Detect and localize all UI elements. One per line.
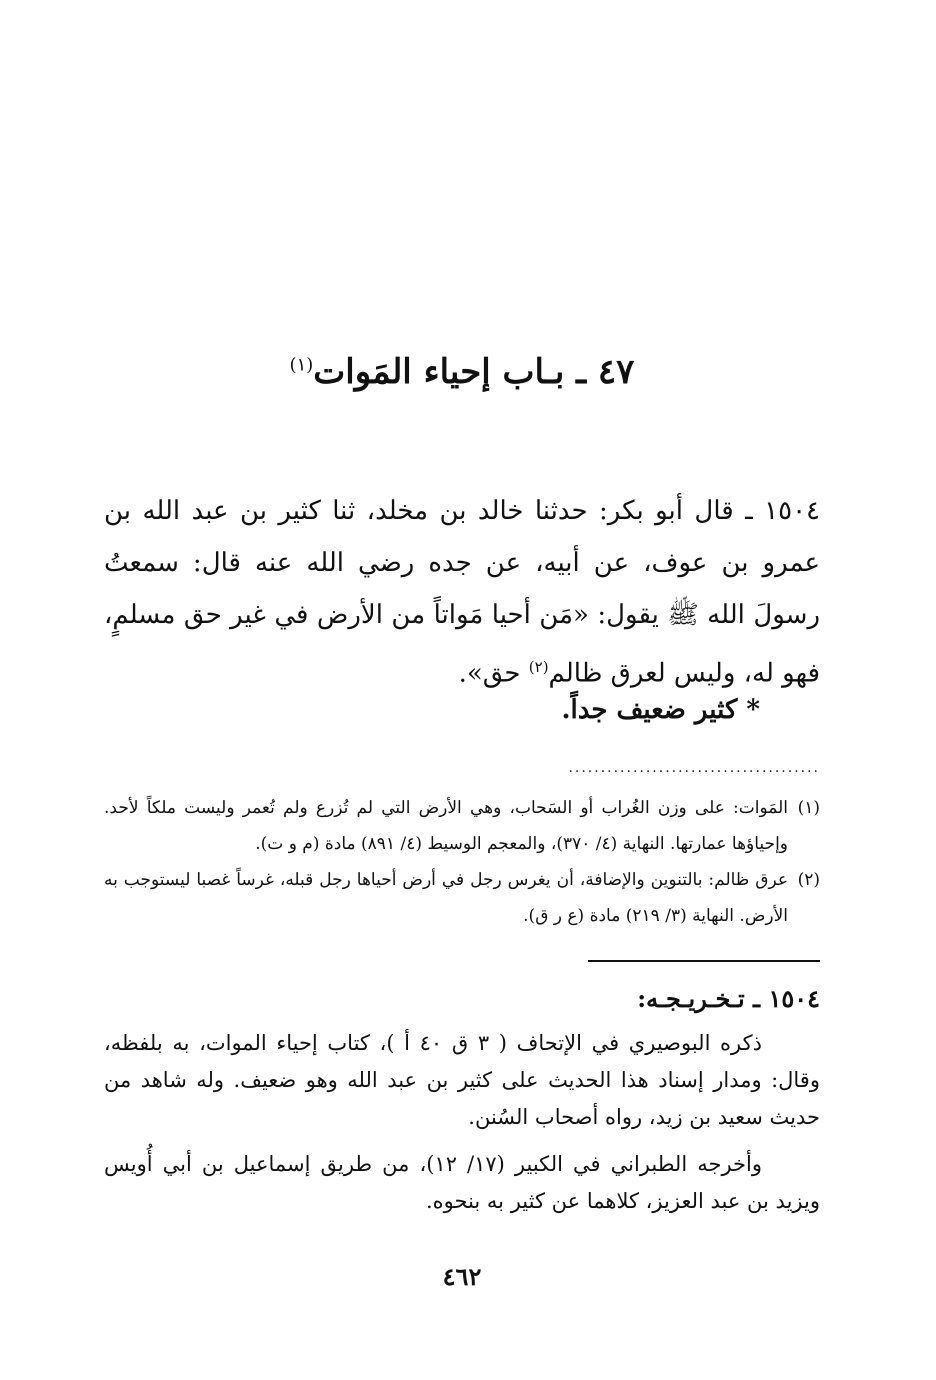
footnote-number: (٢) (797, 870, 820, 890)
book-page (104, 0, 820, 1380)
takhrij-paragraph: وأخرجه الطبراني في الكبير (١٧/ ١٢)، من طريق إسماعيل بن أبي أُويس ويزيد بن عبد العزيز، كلاهما عن كثير به بنحوه. (104, 1152, 820, 1213)
footnote-number: (١) (797, 798, 820, 818)
page-number: ٤٦٢ (442, 1262, 482, 1291)
hadith-text (104, 485, 820, 700)
footnote-separator: ....................................... (568, 760, 820, 776)
takhrij-body (104, 1025, 820, 1230)
section-divider (588, 960, 820, 962)
takhrij-paragraph: ذكره البوصيري في الإتحاف ( ٣ ق ٤٠ أ )، كتاب إحياء الموات، به بلفظه، وقال: ومدار إسناد هذا الحديث على كثير بن عبد الله وهو ضعيف. وله شاهد من حديث سعيد بن زيد، رواه أصحاب السُنن. (104, 1031, 820, 1129)
hadith-text-end: حق». (458, 658, 529, 689)
chapter-footnote-ref: (١) (289, 354, 314, 376)
chapter-title-text: ٤٧ ـ بـاب إحياء المَوات (313, 352, 635, 392)
hadith-text-main: ١٥٠٤ ـ قال أبو بكر: حدثنا خالد بن مخلد، ثنا كثير بن عبد الله بن عمرو بن عوف، عن أبيه، عن جده رضي الله عنه قال: سمعتُ رسولَ الله ﷺ يقول: «مَن أحيا مَواتاً من الأرض في غير حق مسلمٍ، فهو له، وليس لعرق ظالم (104, 496, 820, 689)
footnotes (104, 790, 820, 934)
takhrij-heading: ١٥٠٤ ـ تـخـريـجـه: (637, 984, 820, 1013)
chapter-title (104, 352, 820, 392)
footnote-text: المَوات: على وزن الغُراب أو السَحاب، وهي الأرض التي لم تُزرع ولم تُعمر وليست ملكاً لأحد. وإحياؤها عمارتها. النهاية (٤/ ٣٧٠)، والمعجم الوسيط (٤/ ٨٩١) مادة (م و ت). (104, 798, 788, 854)
footnote-text: عرق ظالم: بالتنوين والإضافة، أن يغرس رجل في أرض أحياها رجل قبله، غرساً غصبا ليستوجب به الأرض. النهاية (٣/ ٢١٩) مادة (ع ر ق). (104, 870, 788, 926)
hadith-grade: * كثير ضعيف جداً. (561, 695, 760, 725)
footnote-item (104, 862, 820, 934)
hadith-footnote-ref: (٢) (528, 658, 549, 676)
footnote-item (104, 790, 820, 862)
